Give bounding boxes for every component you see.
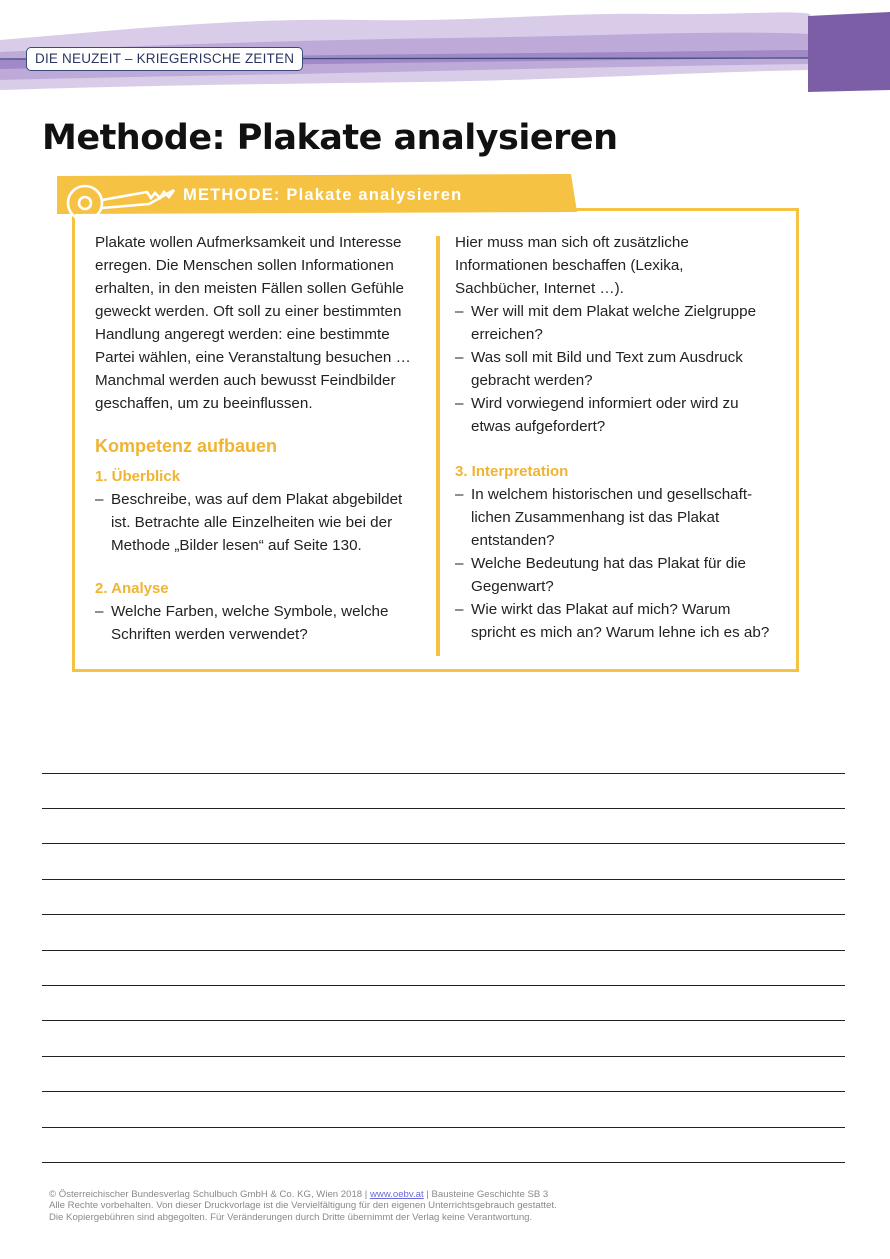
bullet-line: Methode „Bilder lesen“ auf Seite 130.: [111, 537, 362, 554]
writing-line[interactable]: [42, 774, 845, 809]
section-heading-interpretation: 3. Interpretation: [455, 463, 569, 480]
writing-line[interactable]: [42, 844, 845, 879]
continuation-line: Hier muss man sich oft zusätzliche: [455, 234, 689, 251]
bullet-line: – Welche Farben, welche Symbole, welche: [111, 603, 389, 620]
bullet-line: Gegenwart?: [471, 578, 554, 595]
bullet-item: [455, 552, 785, 598]
writing-line[interactable]: [42, 986, 845, 1021]
bullet-line: etwas aufgefordert?: [471, 418, 606, 435]
footer-text: © Österreichischer Bundesverlag Schulbuch GmbH & Co. KG, Wien 2018 |: [49, 1189, 370, 1200]
bullet-line: gebracht werden?: [471, 372, 593, 389]
method-right-column: [455, 231, 785, 644]
bullet-item: [455, 392, 785, 438]
bullet-item: [95, 488, 425, 557]
writing-line[interactable]: [42, 1057, 845, 1092]
footer-text: | Bausteine Geschichte SB 3: [423, 1189, 549, 1200]
publisher-link[interactable]: www.oebv.at: [369, 1189, 424, 1200]
intro-line: Plakate wollen Aufmerksamkeit und Interesse: [95, 234, 402, 251]
column-divider: [436, 236, 440, 656]
copyright-footer: [49, 1189, 557, 1223]
intro-line: geschaffen, um zu beeinflussen.: [95, 395, 313, 412]
method-ribbon-title: METHODE: Plakate analysieren: [183, 186, 463, 204]
bullet-line: spricht es mich an? Warum lehne ich es ab?: [471, 624, 770, 641]
bullet-item: [455, 300, 785, 346]
kompetenz-heading: Kompetenz aufbauen: [95, 436, 278, 456]
writing-line[interactable]: [42, 1021, 845, 1056]
bullet-line: – Beschreibe, was auf dem Plakat abgebildet: [111, 491, 403, 508]
intro-line: erregen. Die Menschen sollen Informationen: [95, 257, 394, 274]
intro-line: erhalten, in den meisten Fällen sollen Gefühle: [95, 280, 405, 297]
bullet-line: – Wer will mit dem Plakat welche Zielgruppe: [471, 303, 757, 320]
footer-line-2: Alle Rechte vorbehalten. Von dieser Druckvorlage ist die Vervielfältigung für den eigenen Unterrichtsgebrauch gestattet.: [49, 1200, 557, 1212]
continuation-line: Sachbücher, Internet …).: [455, 280, 624, 297]
bullet-line: – Wird vorwiegend informiert oder wird zu: [471, 395, 739, 412]
footer-line-3: Die Kopiergebühren sind abgegolten. Für Veränderungen durch Dritte übernimmt der Verlag keine Verantwortung.: [49, 1211, 533, 1223]
bullet-item: [455, 483, 785, 552]
bullet-line: ist. Betrachte alle Einzelheiten wie bei der: [111, 514, 393, 531]
continuation-line: Informationen beschaffen (Lexika,: [455, 257, 684, 274]
section-heading-ueberblick: 1. Überblick: [95, 468, 181, 485]
writing-line[interactable]: [42, 1092, 845, 1127]
bullet-item: [95, 600, 425, 646]
bullet-line: – Welche Bedeutung hat das Plakat für die: [471, 555, 746, 572]
writing-line[interactable]: [42, 1128, 845, 1163]
series-label: DIE NEUZEIT – KRIEGERISCHE ZEITEN: [26, 47, 303, 71]
writing-line[interactable]: [42, 809, 845, 844]
intro-line: Handlung angeregt werden: eine bestimmte: [95, 326, 390, 343]
writing-lines: [42, 772, 845, 1163]
intro-line: Manchmal werden auch bewusst Feindbilder: [95, 372, 396, 389]
bullet-line: – Wie wirkt das Plakat auf mich? Warum: [471, 601, 731, 618]
section-heading-analyse: 2. Analyse: [95, 580, 169, 597]
bullet-line: erreichen?: [471, 326, 543, 343]
intro-line: Partei wählen, eine Veranstaltung besuchen …: [95, 349, 411, 366]
footer-line-1: [49, 1189, 557, 1200]
page-title: Methode: Plakate analysieren: [42, 118, 618, 158]
bullet-line: entstanden?: [471, 532, 555, 549]
bullet-line: – In welchem historischen und gesellschaft-: [471, 486, 753, 503]
writing-line[interactable]: [42, 880, 845, 915]
bullet-item: [455, 598, 785, 644]
intro-line: geweckt werden. Oft soll zu einer bestimmten: [95, 303, 402, 320]
method-left-column: [95, 231, 425, 646]
bullet-item: [455, 346, 785, 392]
writing-line[interactable]: [42, 915, 845, 950]
bullet-line: Schriften werden verwendet?: [111, 626, 308, 643]
bullet-line: – Was soll mit Bild und Text zum Ausdruck: [471, 349, 743, 366]
writing-line[interactable]: [42, 951, 845, 986]
bullet-line: lichen Zusammenhang ist das Plakat: [471, 509, 720, 526]
